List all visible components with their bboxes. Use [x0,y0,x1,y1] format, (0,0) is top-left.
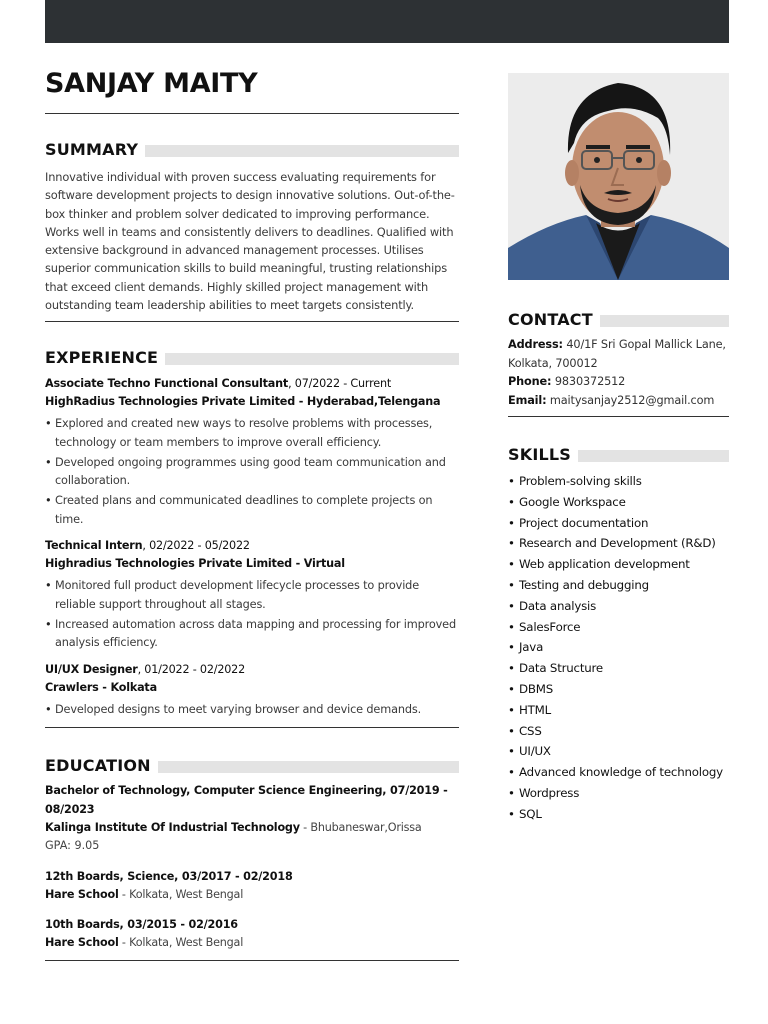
contact-title: CONTACT [508,310,593,329]
left-column [45,60,459,961]
job-dates: , 01/2022 - 02/2022 [137,662,246,676]
candidate-name: SANJAY MAITY [45,68,258,99]
job-bullet: • Monitored full product development lifecycle processes to provide reliable support throughout all stages. [45,577,459,614]
contact-email [508,392,729,411]
summary-divider [45,321,459,322]
skill-item: • Advanced knowledge of technology [508,762,729,783]
job-company: HighRadius Technologies Private Limited - Hyderabad,Telengana [45,395,441,409]
address-value: 40/1F Sri Gopal Mallick Lane, Kolkata, 700012 [508,338,726,370]
address-label: Address: [508,338,563,351]
education-entry [45,868,459,905]
job-title-line [45,375,459,393]
education-entry [45,916,459,953]
school-name: Kalinga Institute Of Industrial Technology [45,820,300,834]
degree-line: Bachelor of Technology, Computer Science Engineering, 07/2019 - 08/2023 [45,784,448,816]
skill-item: • DBMS [508,679,729,700]
skills-title: SKILLS [508,445,571,464]
section-bar [145,145,459,157]
job-dates: , 02/2022 - 05/2022 [142,539,250,553]
school-location: - Bhubaneswar,Orissa [299,820,422,834]
job-bullet: • Created plans and communicated deadlines to complete projects on time. [45,492,459,529]
header-bar [45,0,729,43]
contact-heading [508,310,729,330]
job-company: Crawlers - Kolkata [45,680,157,694]
skill-item: • CSS [508,721,729,742]
job-role: Technical Intern [45,539,143,553]
degree-line: 12th Boards, Science, 03/2017 - 02/2018 [45,869,293,883]
experience-entry [45,537,459,653]
education-divider [45,960,459,961]
contact-block [508,336,729,410]
portrait-illustration [508,73,729,280]
experience-title: EXPERIENCE [45,348,159,368]
skill-item: • Project documentation [508,513,729,534]
school-line [45,934,459,952]
school-line [45,819,459,837]
job-bullet: • Developed designs to meet varying browser and device demands. [45,701,459,720]
phone-value: 9830372512 [551,375,626,388]
job-title-line [45,661,459,679]
summary-text: Innovative individual with proven success evaluating requirements for software development projects to design innovative solutions. Out-of-the-box thinker and problem solver dedicated to improving performance. Works well in teams and consistently delivers to deadlines. Qualified with extensive background in advanced management processes. Utilises superior communication skills to build meaningful, trusting relationships that exceed client demands. Highly skilled project management with outstanding team leadership abilities to meet targets consistently. [45,170,455,313]
job-role: UI/UX Designer [45,662,138,676]
skills-list [508,471,729,825]
school-name: Hare School [45,936,119,950]
section-bar [165,353,459,365]
contact-divider [508,416,729,417]
job-title-line [45,537,459,555]
name-divider [45,113,459,114]
skill-item: • SalesForce [508,617,729,638]
gpa: GPA: 9.05 [45,839,100,853]
job-bullet: • Explored and created new ways to resolve problems with processes, technology or team members to improve overall efficiency. [45,415,459,452]
degree-line: 10th Boards, 03/2015 - 02/2016 [45,918,238,932]
experience-heading [45,348,459,368]
experience-divider [45,727,459,728]
school-location: - Kolkata, West Bengal [118,887,244,901]
education-title: EDUCATION [45,756,151,776]
skill-item: • Testing and debugging [508,575,729,596]
right-column [508,73,729,825]
school-location: - Kolkata, West Bengal [118,936,244,950]
job-bullets [45,701,459,720]
skill-item: • Research and Development (R&D) [508,533,729,554]
job-bullet: • Developed ongoing programmes using good team communication and collaboration. [45,454,459,491]
experience-entry [45,375,459,529]
skill-item: • SQL [508,804,729,825]
skill-item: • UI/UX [508,741,729,762]
experience-entry [45,661,459,720]
section-bar [600,315,729,327]
skill-item: • HTML [508,700,729,721]
section-bar [578,450,729,462]
contact-phone [508,373,729,392]
school-name: Hare School [45,887,119,901]
summary-heading [45,140,459,160]
summary-title: SUMMARY [45,140,139,159]
skill-item: • Wordpress [508,783,729,804]
job-role: Associate Techno Functional Consultant [45,377,289,391]
skill-item: • Google Workspace [508,492,729,513]
phone-label: Phone: [508,375,552,388]
contact-address [508,336,729,373]
school-line [45,886,459,904]
job-dates: , 07/2022 - Current [288,377,392,391]
email-value: maitysanjay2512@gmail.com [546,393,715,407]
email-label: Email: [508,393,547,407]
section-bar [158,761,459,773]
skill-item: • Java [508,637,729,658]
skills-heading [508,445,729,465]
skill-item: • Web application development [508,554,729,575]
skill-item: • Problem-solving skills [508,471,729,492]
job-company: Highradius Technologies Private Limited - Virtual [45,557,345,571]
education-heading [45,756,459,776]
job-bullet: • Increased automation across data mapping and processing for improved analysis efficiency. [45,616,459,653]
skill-item: • Data Structure [508,658,729,679]
job-bullets [45,577,459,653]
job-bullets [45,415,459,529]
education-entry [45,782,459,855]
skill-item: • Data analysis [508,596,729,617]
profile-photo [508,73,729,280]
